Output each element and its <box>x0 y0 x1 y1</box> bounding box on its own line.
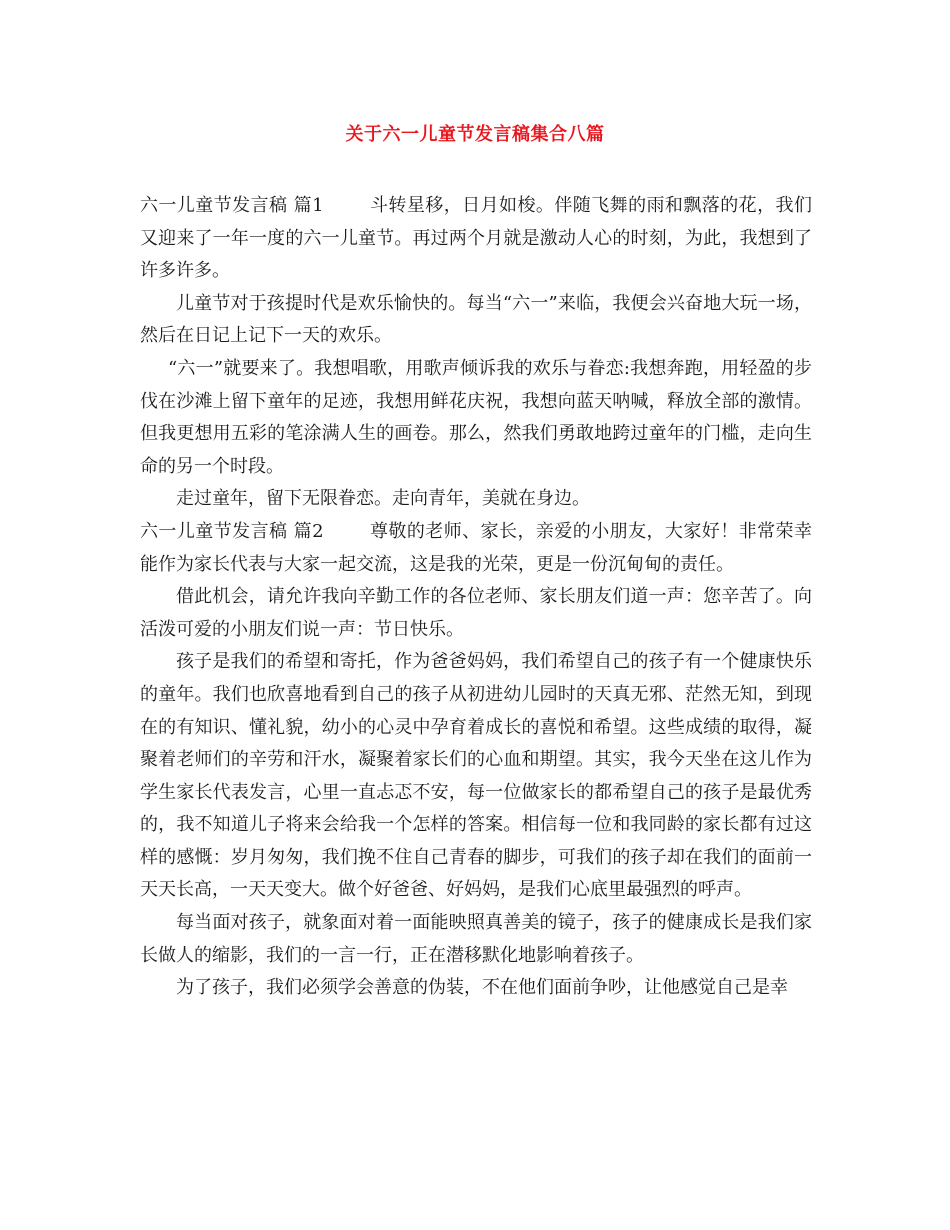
section-2-paragraph-2: 借此机会，请允许我向辛勤工作的各位老师、家长朋友们道一声：您辛苦了。向活泼可爱的小朋友们说一声：节日快乐。 <box>140 586 812 640</box>
section-2-label: 六一儿童节发言稿 篇2 <box>140 520 324 542</box>
section-1-first-paragraph <box>140 190 812 288</box>
section-2-paragraph-4: 每当面对孩子，就象面对着一面能映照真善美的镜子，孩子的健康成长是我们家长做人的缩影，我们的一言一行，正在潜移默化地影响着孩子。 <box>140 912 812 966</box>
section-2-paragraph-1: 尊敬的老师、家长，亲爱的小朋友，大家好！非常荣幸能作为家长代表与大家一起交流，这是我的光荣，更是一份沉甸甸的责任。 <box>140 520 812 575</box>
section-1-paragraph-2: 儿童节对于孩提时代是欢乐愉快的。每当“六一”来临，我便会兴奋地大玩一场，然后在日记上记下一天的欢乐。 <box>140 292 812 347</box>
section-2-first-paragraph <box>140 516 812 581</box>
section-1-paragraph-1: 斗转星移，日月如梭。伴随飞舞的雨和飘落的花，我们又迎来了一年一度的六一儿童节。再过两个月就是激动人心的时刻，为此，我想到了许多许多。 <box>140 195 812 282</box>
section-2-paragraph-5: 为了孩子，我们必须学会善意的伪装，不在他们面前争吵，让他感觉自己是幸 <box>176 977 788 999</box>
section-2-paragraph-3: 孩子是我们的希望和寄托，作为爸爸妈妈，我们希望自己的孩子有一个健康快乐的童年。我们也欣喜地看到自己的孩子从初进幼儿园时的天真无邪、茫然无知，到现在的有知识、懂礼貌，幼小的心灵中孕育着成长的喜悦和希望。这些成绩的取得，凝聚着老师们的辛劳和汗水，凝聚着家长们的心血和期望。其实，我今天坐在这儿作为学生家长代表发言，心里一直忐忑不安，每一位做家长的都希望自己的孩子是最优秀的，我不知道儿子将来会给我一个怎样的答案。相信每一位和我同龄的家长都有过这样的感慨：岁月匆匆，我们挽不住自己青春的脚步，可我们的孩子却在我们的面前一天天长高，一天天变大。做个好爸爸、好妈妈，是我们心底里最强烈的呼声。 <box>140 651 812 901</box>
section-1-label: 六一儿童节发言稿 篇1 <box>140 195 324 216</box>
section-1-paragraph-3: “六一”就要来了。我想唱歌，用歌声倾诉我的欢乐与眷恋:我想奔跑，用轻盈的步伐在沙滩上留下童年的足迹，我想用鲜花庆祝，我想向蓝天呐喊，释放全部的激情。但我更想用五彩的笔涂满人生的画卷。那么，然我们勇敢地跨过童年的门槛，走向生命的另一个时段。 <box>140 357 812 477</box>
section-1-paragraph-4: 走过童年，留下无限眷恋。走向青年，美就在身边。 <box>176 488 590 510</box>
document-body <box>140 190 812 1005</box>
document-title: 关于六一儿童节发言稿集合八篇 <box>345 124 605 145</box>
